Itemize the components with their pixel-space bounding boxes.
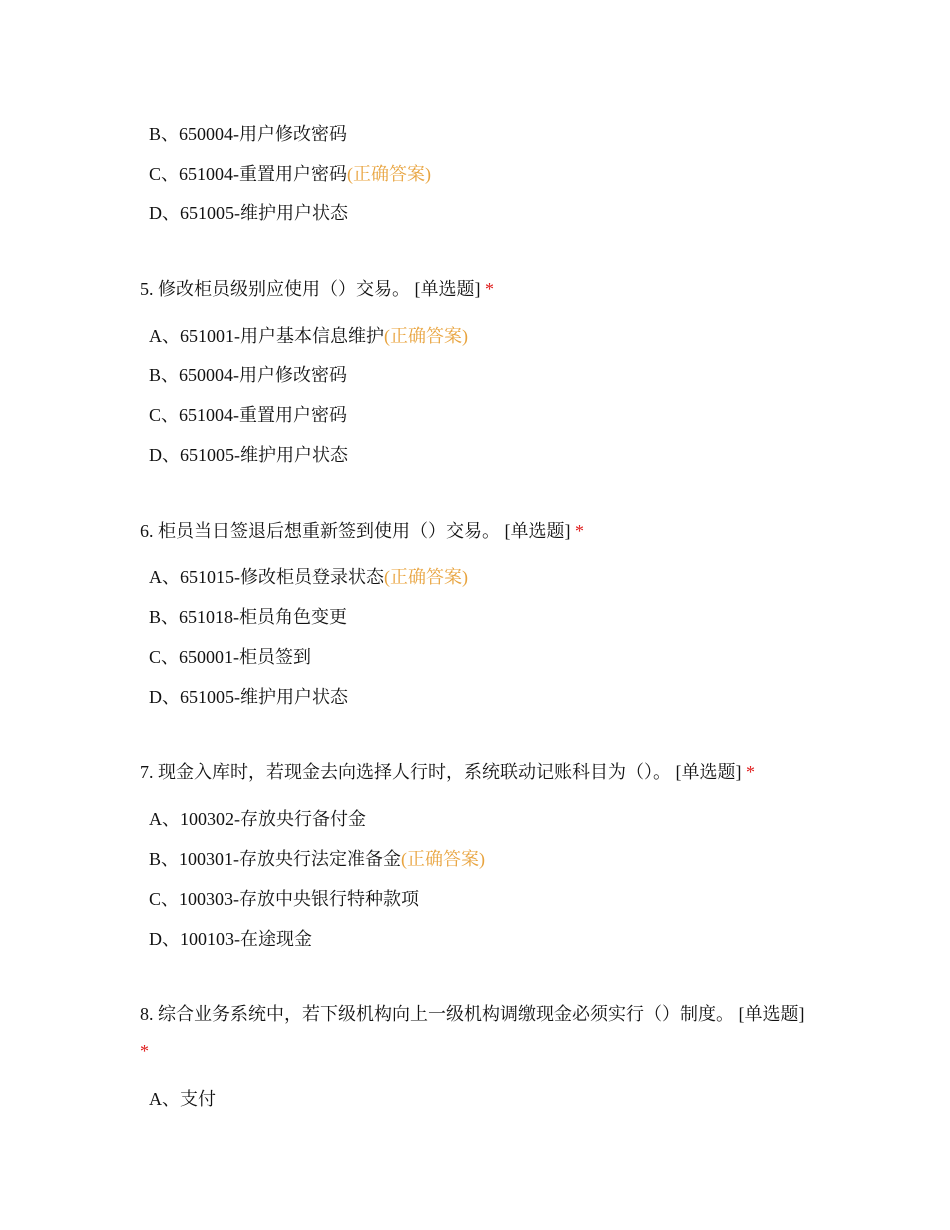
option-text: C、651004-重置用户密码 — [149, 405, 347, 425]
question-7-stem — [140, 754, 810, 791]
option-text: D、651005-维护用户状态 — [149, 687, 348, 707]
q7-option-c — [149, 887, 419, 911]
option-text: B、100301-存放央行法定准备金 — [149, 849, 401, 869]
option-text: C、650001-柜员签到 — [149, 647, 311, 667]
option-text: A、100302-存放央行备付金 — [149, 809, 366, 829]
q5-option-d — [149, 443, 348, 467]
correct-answer-tag: (正确答案) — [384, 567, 468, 587]
option-text: D、651005-维护用户状态 — [149, 203, 348, 223]
question-text: 5. 修改柜员级别应使用（）交易。 [单选题] — [140, 279, 481, 299]
question-text: 6. 柜员当日签退后想重新签到使用（）交易。 [单选题] — [140, 521, 571, 541]
q7-option-b — [149, 847, 485, 871]
option-text: C、651004-重置用户密码 — [149, 164, 347, 184]
q7-option-a — [149, 807, 366, 831]
correct-answer-tag: (正确答案) — [384, 326, 468, 346]
q6-option-a — [149, 565, 468, 589]
question-8-stem — [140, 996, 810, 1070]
q6-option-b — [149, 605, 347, 629]
option-text: B、650004-用户修改密码 — [149, 365, 347, 385]
question-5-stem — [140, 271, 810, 308]
option-text: A、651015-修改柜员登录状态 — [149, 567, 384, 587]
option-text: D、651005-维护用户状态 — [149, 445, 348, 465]
q4-option-b — [149, 122, 347, 146]
option-text: C、100303-存放中央银行特种款项 — [149, 889, 419, 909]
q5-option-b — [149, 363, 347, 387]
correct-answer-tag: (正确答案) — [347, 164, 431, 184]
q5-option-a — [149, 324, 468, 348]
q7-option-d — [149, 927, 312, 951]
question-text: 7. 现金入库时，若现金去向选择人行时，系统联动记账科目为（）。 [单选题] — [140, 762, 742, 782]
required-mark: * — [575, 521, 584, 541]
q4-option-c — [149, 162, 431, 186]
q6-option-c — [149, 645, 311, 669]
option-text: B、651018-柜员角色变更 — [149, 607, 347, 627]
option-text: D、100103-在途现金 — [149, 929, 312, 949]
option-text: B、650004-用户修改密码 — [149, 124, 347, 144]
required-mark: * — [746, 762, 755, 782]
q8-option-a — [149, 1087, 216, 1111]
option-text: A、651001-用户基本信息维护 — [149, 326, 384, 346]
q4-option-d — [149, 201, 348, 225]
q6-option-d — [149, 685, 348, 709]
question-text: 8. 综合业务系统中，若下级机构向上一级机构调缴现金必须实行（）制度。 [单选题] — [140, 1004, 805, 1024]
option-text: A、支付 — [149, 1089, 216, 1109]
correct-answer-tag: (正确答案) — [401, 849, 485, 869]
required-mark: * — [485, 279, 494, 299]
question-6-stem — [140, 513, 810, 550]
q5-option-c — [149, 403, 347, 427]
required-mark: * — [140, 1041, 149, 1061]
